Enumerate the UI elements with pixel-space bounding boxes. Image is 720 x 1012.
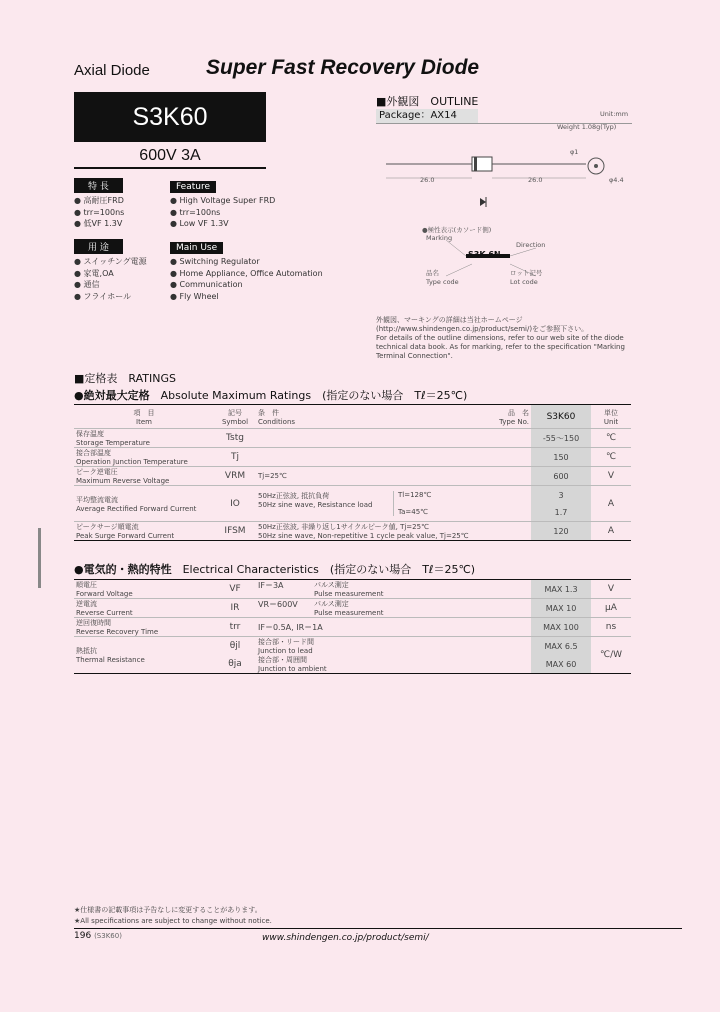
table-row: 保存温度 Storage Temperature Tstg -55～150 ℃ <box>74 429 631 448</box>
ratings-heading: ■定格表 RATINGS <box>74 372 176 385</box>
table-row: ピークサージ順電流 Peak Surge Forward Current IFSM 50Hz正弦波, 非繰り返し1サイクルピーク値, Tj=25℃ 50Hz sine wave, Non-repetitive 1 cycle peak value, Tj=25℃ 120 A <box>74 522 631 541</box>
table-row: 平均整流電流 Average Rectified Forward Current IO 50Hz正弦波, 抵抗負荷 50Hz sine wave, Resistance load Tl=128℃ Ta=45℃ 3 1.7 A <box>74 486 631 522</box>
elec-heading: ●電気的・熱的特性 Electrical Characteristics (指定のない場合 Tℓ＝25℃) <box>74 563 476 576</box>
abs-max-table <box>74 404 631 541</box>
feature-jp-item: ● trr=100ns <box>74 207 125 217</box>
category-label: Axial Diode <box>74 62 150 79</box>
uses-jp <box>74 235 169 302</box>
dim-lead-left: 26.0 <box>420 176 435 184</box>
weight-label: Weight 1.08g(Typ) <box>557 123 617 131</box>
elec-table <box>74 579 631 674</box>
use-jp-item: ● 通信 <box>74 280 100 289</box>
table-row: 逆電流 Reverse Current IR VR＝600V パルス測定 Pulse measurement MAX 10 μA <box>74 599 631 618</box>
use-en-item: ● Communication <box>170 280 243 289</box>
package-label: Package：AX14 <box>376 109 478 123</box>
abs-max-heading: ●絶対最大定格 Absolute Maximum Ratings (指定のない場合 Tℓ＝25℃) <box>74 389 468 402</box>
feature-en-item: ● High Voltage Super FRD <box>170 196 276 205</box>
table-row: 接合部温度 Operation Junction Temperature Tj 150 ℃ <box>74 448 631 467</box>
features-jp <box>74 174 164 230</box>
table-row: 熱抵抗 Thermal Resistance θjl 接合部・リード間 Junction to lead MAX 6.5 ℃/W <box>74 637 631 656</box>
feature-jp-item: ● 低VF 1.3V <box>74 219 123 228</box>
feature-en-item: ● Low VF 1.3V <box>170 219 229 228</box>
use-en-item: ● Home Appliance, Office Automation <box>170 268 323 278</box>
footer-url[interactable]: www.shindengen.co.jp/product/semi/ <box>262 933 429 943</box>
feature-en-tag: Feature <box>170 181 216 193</box>
marking-model-en: Type code <box>426 278 459 286</box>
marking-lot-en: Lot code <box>510 278 538 286</box>
marking-lot: ロット記号 <box>510 269 543 277</box>
marking-label-jp: ●極性表示(カソード側) <box>422 226 492 234</box>
use-jp-item: ● フライホール <box>74 291 132 301</box>
use-en-item: ● Fly Wheel <box>170 291 219 301</box>
unit-label: Unit:mm <box>600 110 629 118</box>
uses-en <box>170 235 370 302</box>
dim-lead-dia: φ1 <box>570 148 579 156</box>
use-en-item: ● Switching Regulator <box>170 257 260 266</box>
table-row: ピーク逆電圧 Maximum Reverse Voltage VRM Tj=25℃ 600 V <box>74 467 631 486</box>
outline-note: 外観図、マーキングの詳細は当社ホームページ(http://www.shindengen.co.jp/product/semi/)をご参照下さい。 For details of the outline dimensions, refer to our web site of the diode technical data book. As for marking, refer to the specification "Marking Terminal Connection". <box>376 316 625 360</box>
marking-text: S3K 6N <box>468 250 501 259</box>
dim-diameter: φ4.4 <box>609 176 624 184</box>
use-jp-item: ● 家電,OA <box>74 268 114 278</box>
marking-label-en: Marking <box>426 234 453 242</box>
marking-direction: Direction <box>516 241 546 249</box>
page-number: 196 (S3K60) <box>74 931 122 941</box>
footer-notes: ★仕様書の記載事項は予告なしに変更することがあります。 ★All specifications are subject to change without notice. <box>74 906 272 925</box>
table-row: θja 接合部・周囲間 Junction to ambient MAX 60 <box>74 655 631 674</box>
features-en <box>170 174 350 230</box>
document-title: Super Fast Recovery Diode <box>206 56 480 79</box>
side-marker <box>38 528 41 588</box>
feature-en-item: ● trr=100ns <box>170 207 221 217</box>
rating-text: 600V 3A <box>74 147 266 168</box>
outline-heading: ■外観図 OUTLINE <box>376 95 479 108</box>
outline-drawing <box>376 140 632 310</box>
footer-divider <box>74 928 682 929</box>
rating-divider <box>74 168 266 169</box>
use-en-tag: Main Use <box>170 242 223 254</box>
use-jp-item: ● スイッチング電源 <box>74 257 147 266</box>
table-row: 順電圧 Forward Voltage VF IF＝3A パルス測定 Pulse measurement MAX 1.3 V <box>74 580 631 599</box>
dim-lead-right: 26.0 <box>528 176 543 184</box>
marking-model: 品名 <box>426 269 439 277</box>
table-header-row: 項 目 Item 記号 Symbol 条 件 品 名 Conditions Type No. S3K60 単位 Unit <box>74 405 631 429</box>
use-jp-tag: 用 途 <box>74 239 123 254</box>
table-row: 逆回復時間 Reverse Recovery Time trr IF＝0.5A, IR＝1A MAX 100 ns <box>74 618 631 637</box>
feature-jp-tag: 特 長 <box>74 178 123 193</box>
feature-jp-item: ● 高耐圧FRD <box>74 196 124 205</box>
part-number: S3K60 <box>132 102 208 131</box>
package-bar <box>376 109 632 123</box>
part-number-box <box>74 92 266 142</box>
